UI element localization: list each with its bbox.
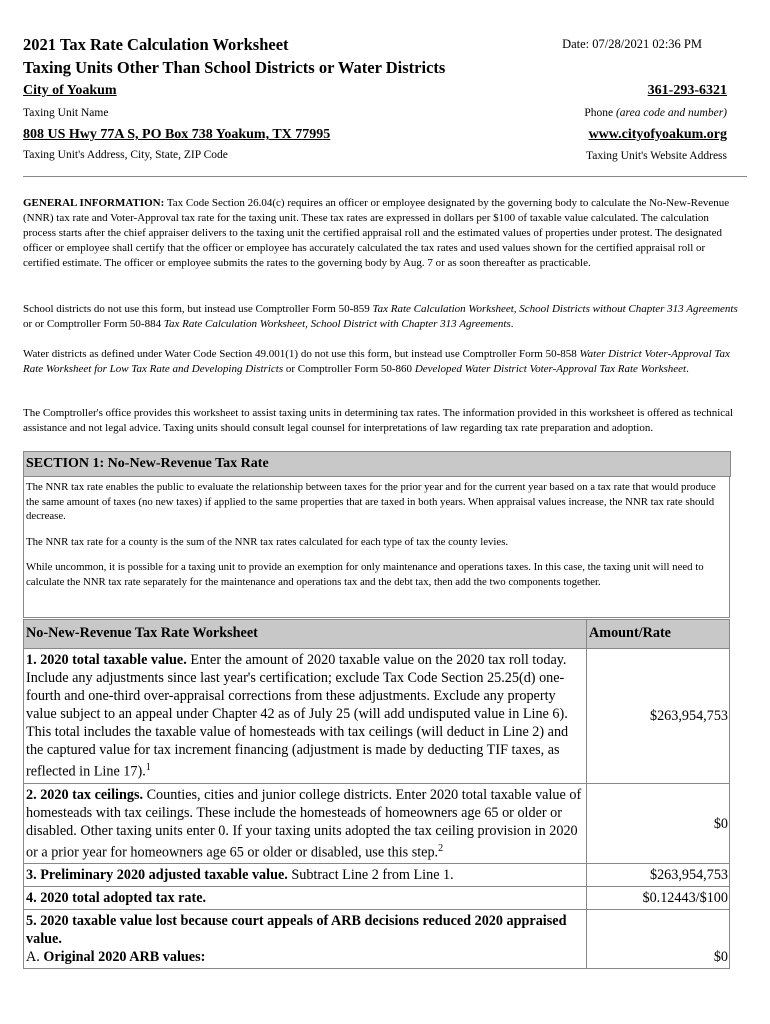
worksheet-subtitle: Taxing Units Other Than School Districts or Water Districts: [23, 58, 446, 77]
phone-number: 361-293-6321: [647, 83, 727, 98]
comptroller-note: The Comptroller's office provides this worksheet to assist taxing units in determining tax rates. The information provided in this worksheet is offered as technical assistance and not legal advice. Taxing units should consult legal counsel for interpretations of law regarding tax rate preparation and adoption.: [23, 407, 734, 434]
section-1-paragraph: The NNR tax rate enables the public to evaluate the relationship between taxes for the prior year and for the current year based on a tax rate that would produce the same amount of taxes (no new taxes) if applied to the same properties that are taxed in both years. When appraisal values increase, the NNR tax rate should decrease.: [26, 481, 716, 523]
table-row: [24, 649, 730, 784]
website-link[interactable]: www.cityofyoakum.org: [588, 127, 727, 142]
line-3-amount: $263,954,753: [587, 864, 730, 887]
taxing-unit-name: City of Yoakum: [23, 83, 117, 98]
school-district-note: School districts do not use this form, but instead use Comptroller Form 50-859 Tax Rate Calculation Worksheet, School Districts without Chapter 313 Agreements or or Comptroller Form 50-884 Tax Rate Calculation Worksheet, School District with Chapter 313 Agreements.: [23, 303, 738, 330]
nnr-worksheet-table: [23, 619, 730, 969]
taxing-unit-address-label: Taxing Unit's Address, City, State, ZIP Code: [23, 149, 228, 161]
line-4-amount: $0.12443/$100: [587, 887, 730, 910]
section-1-header: SECTION 1: No-New-Revenue Tax Rate: [23, 451, 731, 477]
line-1-description: 1. 2020 total taxable value. Enter the amount of 2020 taxable value on the 2020 tax roll today. Include any adjustments since last year's certification; exclude Tax Code Section 25.25(d) one-fourth and one-third over-appraisal corrections from these adjustments. Exclude any property value subject to an appeal under Chapter 42 as of July 25 (will add undisputed value in Line 6). This total includes the taxable value of homesteads with tax ceilings (will deduct in Line 2) and the captured value for tax increment financing (adjustment is made by deducting TIF taxes, as reflected in Line 17).$^1$: [24, 649, 587, 784]
line-2-amount: $0: [587, 783, 730, 864]
line-5-description: 5. 2020 taxable value lost because court appeals of ARB decisions reduced 2020 appraised value. A. Original 2020 ARB values:: [24, 910, 587, 969]
section-1-paragraph: The NNR tax rate for a county is the sum of the NNR tax rates calculated for each type of tax the county levies.: [26, 535, 509, 548]
column-header-amount: Amount/Rate: [587, 620, 730, 649]
table-row: [24, 783, 730, 864]
line-4-description: 4. 2020 total adopted tax rate.: [24, 887, 587, 910]
line-5a-amount: $0: [587, 910, 730, 969]
table-row: [24, 910, 730, 969]
table-header-row: [24, 620, 730, 649]
line-3-description: 3. Preliminary 2020 adjusted taxable value. Subtract Line 2 from Line 1.: [24, 864, 587, 887]
column-header-worksheet: No-New-Revenue Tax Rate Worksheet: [24, 620, 587, 649]
line-2-description: 2. 2020 tax ceilings. Counties, cities and junior college districts. Enter 2020 total taxable value of homesteads with tax ceilings. These include the homesteads of homeowners age 65 or older or disabled. Other taxing units enter 0. If your taxing units adopted the tax ceiling provision in 2020 or a prior year for homeowners age 65 or older or disabled, use this step.$^2$: [24, 783, 587, 864]
date-stamp: Date: 07/28/2021 02:36 PM: [562, 37, 702, 51]
header-divider: [23, 176, 747, 177]
phone-label: Phone (area code and number): [584, 107, 727, 119]
worksheet-title: 2021 Tax Rate Calculation Worksheet: [23, 35, 289, 54]
website-label: Taxing Unit's Website Address: [586, 150, 727, 162]
taxing-unit-address: 808 US Hwy 77A S, PO Box 738 Yoakum, TX 77995: [23, 127, 331, 142]
line-1-amount: $263,954,753: [587, 649, 730, 784]
taxing-unit-name-label: Taxing Unit Name: [23, 107, 109, 119]
table-row: [24, 864, 730, 887]
section-1-paragraph: While uncommon, it is possible for a taxing unit to provide an exemption for only maintenance and operations taxes. In this case, the taxing unit will need to calculate the NNR tax rate separately for the maintenance and operations tax and the debt tax, then add the two components together.: [26, 561, 704, 588]
water-district-note: Water districts as defined under Water Code Section 49.001(1) do not use this form, but instead use Comptroller Form 50-858 Water District Voter-Approval Tax Rate Worksheet for Low Tax Rate and Developing Districts or Comptroller Form 50-860 Developed Water District Voter-Approval Tax Rate Worksheet.: [23, 348, 730, 375]
section-1-intro: [23, 476, 730, 618]
table-row: [24, 887, 730, 910]
general-information: GENERAL INFORMATION: Tax Code Section 26.04(c) requires an officer or employee designated by the governing body to calculate the No-New-Revenue (NNR) tax rate and Voter-Approval tax rate for the taxing unit. These tax rates are expressed in dollars per $100 of taxable value calculated. The calculation process starts after the chief appraiser delivers to the taxing unit the certified appraisal roll and the estimated values of properties under protest. The designated officer or employee shall certify that the officer or employee has accurately calculated the tax rates and used values shown for the certified appraisal roll or certified estimate. The officer or employee submits the rates to the governing body by Aug. 7 or as soon thereafter as practicable.: [23, 197, 730, 269]
